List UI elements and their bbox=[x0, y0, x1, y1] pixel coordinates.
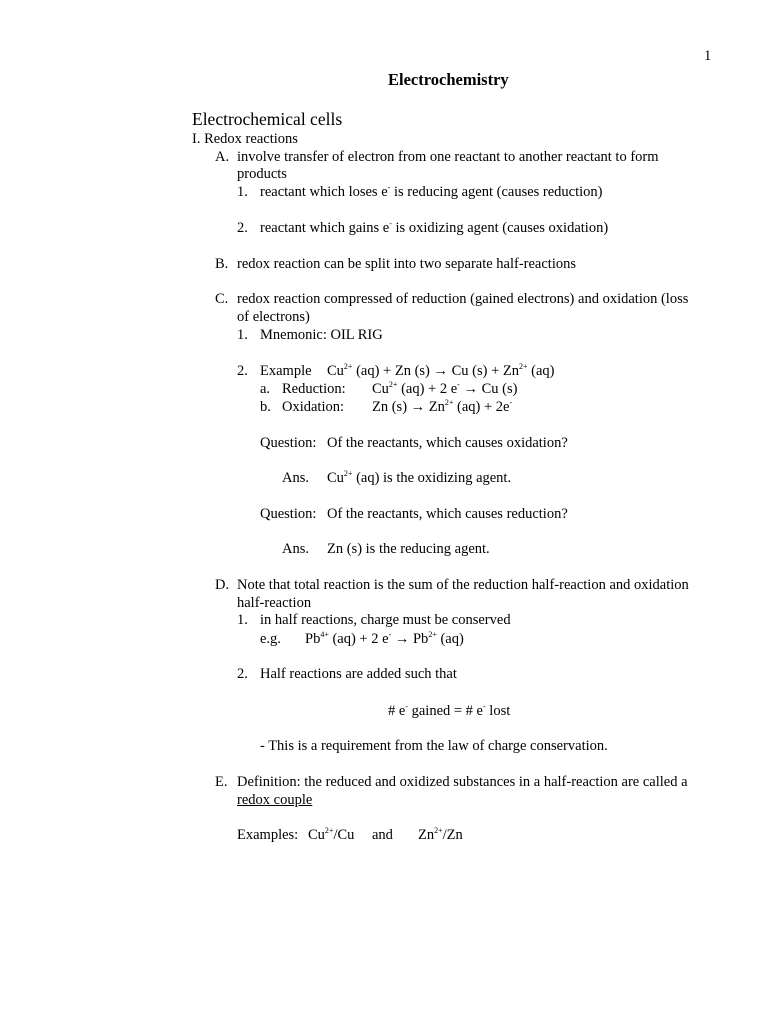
reduction-equation: $Cu^{2+}$ (aq) + 2 e- → Cu (s) bbox=[372, 380, 518, 397]
question-1-label: Question: bbox=[260, 435, 317, 451]
item-c2-marker: 2. bbox=[237, 363, 248, 379]
question-2-label: Question: bbox=[260, 506, 317, 522]
eg-label: e.g. bbox=[260, 631, 281, 647]
answer-1-label: Ans. bbox=[282, 470, 309, 486]
item-d-line1: Note that total reaction is the sum of the reduction half-reaction and oxidation bbox=[237, 577, 689, 593]
section-heading: Electrochemical cells bbox=[192, 109, 343, 129]
answer-1-text: $Cu^{2+}$ (aq) is the oxidizing agent. bbox=[327, 469, 512, 486]
item-b-marker: B. bbox=[215, 256, 229, 272]
examples-label: Examples: bbox=[237, 827, 299, 843]
item-c1-text: Mnemonic: OIL RIG bbox=[260, 327, 383, 343]
oxidation-label: Oxidation: bbox=[282, 399, 345, 415]
item-d2-text: Half reactions are added such that bbox=[260, 666, 457, 682]
page-title: Electrochemistry bbox=[388, 70, 509, 89]
answer-2-text: Zn (s) is the reducing agent. bbox=[327, 541, 490, 557]
example-couple-2: $Zn^{2+}/Zn$ bbox=[418, 826, 463, 843]
charge-rule: # e- gained = # e- lost bbox=[388, 702, 511, 719]
redox-couple-term: redox couple bbox=[237, 792, 313, 808]
reduction-label: Reduction: bbox=[282, 381, 346, 397]
item-a-line2: products bbox=[237, 166, 287, 182]
item-c-line2: of electrons) bbox=[237, 309, 310, 325]
eg-equation: $Pb^{4+}$ (aq) + 2 $e^- \to Pb^{2+}$ (aq) bbox=[305, 630, 464, 647]
oxidation-equation: Zn $(s) \to Zn^{2+}$ (aq) + 2e- bbox=[372, 398, 513, 415]
item-d-marker: D. bbox=[215, 577, 230, 593]
item-a2-marker: 2. bbox=[237, 220, 248, 236]
item-e-marker: E. bbox=[215, 774, 228, 790]
item-d2-marker: 2. bbox=[237, 666, 248, 682]
part-heading: I. Redox reactions bbox=[192, 131, 298, 147]
item-d1-marker: 1. bbox=[237, 612, 248, 628]
reduction-marker: a. bbox=[260, 381, 271, 397]
question-1-text: Of the reactants, which causes oxidation? bbox=[327, 435, 568, 451]
item-a2-text: reactant which gains e- is oxidizing agent (causes oxidation) bbox=[260, 219, 609, 236]
and-text: and bbox=[372, 827, 393, 843]
item-e-line1: Definition: the reduced and oxidized substances in a half-reaction are called a bbox=[237, 774, 688, 790]
example-equation: $Cu^{2+}$ (aq) + Zn (s) → Cu $(s) + Zn^{2+}$ (aq) bbox=[327, 362, 555, 379]
item-c1-marker: 1. bbox=[237, 327, 248, 343]
example-couple-1: $Cu^{2+}/Cu$ bbox=[308, 826, 355, 843]
item-d-line2: half-reaction bbox=[237, 595, 312, 611]
item-b-text: redox reaction can be split into two separate half-reactions bbox=[237, 256, 577, 272]
item-a1-text: reactant which loses e- is reducing agent (causes reduction) bbox=[260, 183, 603, 200]
item-d1-text: in half reactions, charge must be conserved bbox=[260, 612, 511, 628]
item-a1-marker: 1. bbox=[237, 184, 248, 200]
page-number: 1 bbox=[704, 48, 712, 64]
oxidation-marker: b. bbox=[260, 399, 271, 415]
item-a-marker: A. bbox=[215, 149, 230, 165]
item-c-marker: C. bbox=[215, 291, 229, 307]
conservation-note: - This is a requirement from the law of charge conservation. bbox=[260, 738, 608, 754]
example-label: Example bbox=[260, 363, 312, 379]
item-a-line1: involve transfer of electron from one reactant to another reactant to form bbox=[237, 149, 659, 165]
question-2-text: Of the reactants, which causes reduction? bbox=[327, 506, 568, 522]
item-c-line1: redox reaction compressed of reduction (gained electrons) and oxidation (loss bbox=[237, 291, 689, 307]
answer-2-label: Ans. bbox=[282, 541, 309, 557]
